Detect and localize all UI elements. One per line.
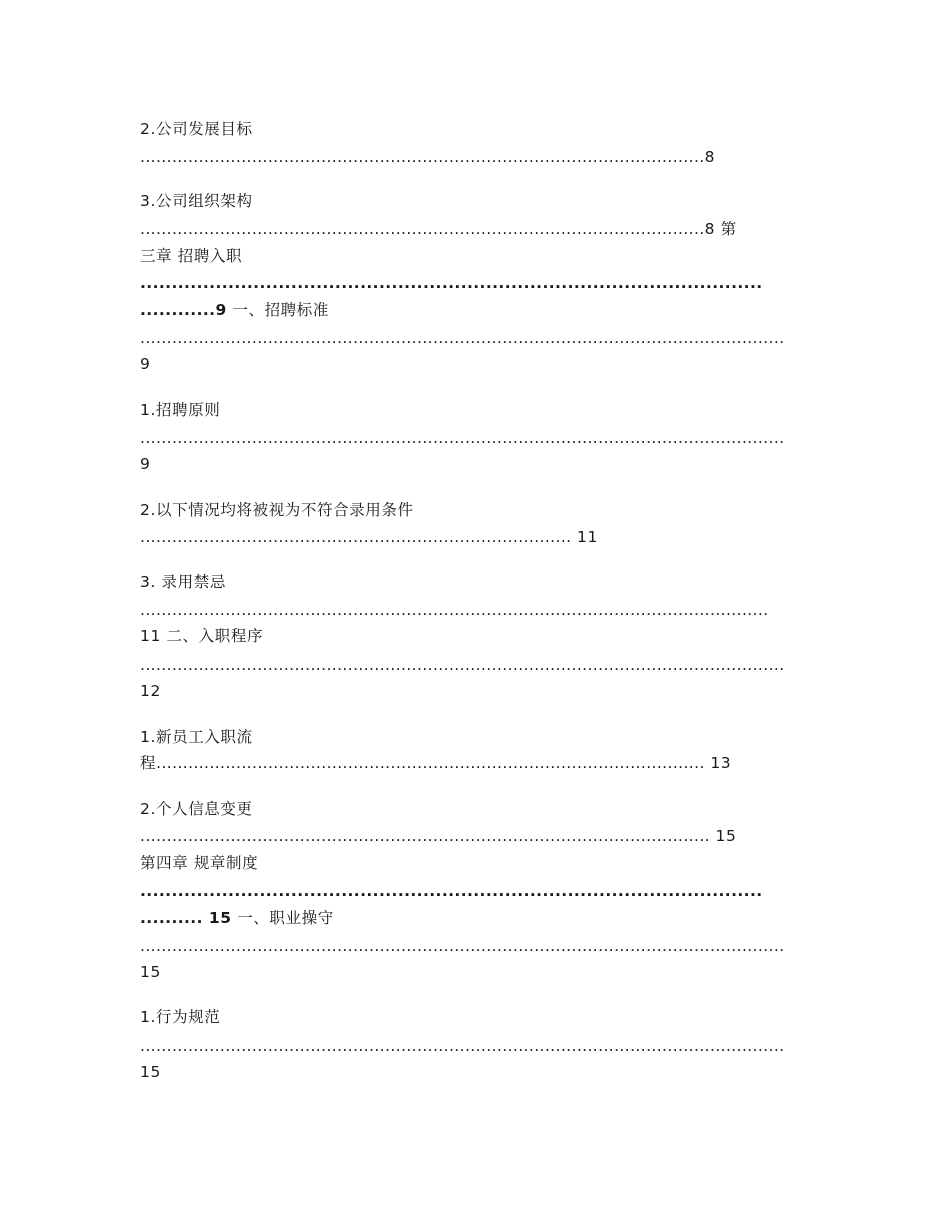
toc-entry-title: 11 二、入职程序 <box>140 627 264 645</box>
toc-leader-line <box>140 881 763 901</box>
toc-entry-title: 1.新员工入职流 <box>140 728 253 746</box>
toc-entry-hiring-taboos <box>140 572 226 592</box>
toc-leader-line <box>140 826 736 846</box>
toc-leader-dots: ......................................................................................................................... <box>140 329 785 347</box>
toc-entry-chapter-3 <box>140 246 242 266</box>
toc-entry-title: 三章 招聘入职 <box>140 247 243 265</box>
toc-leader-dots: ................................................................................................... <box>140 274 763 292</box>
toc-leader-dots: .......................................................................................................... <box>140 220 705 238</box>
toc-entry-company-goals <box>140 119 253 139</box>
toc-entry-title: 2.公司发展目标 <box>140 120 253 138</box>
toc-entry-conduct-norms <box>140 1007 220 1027</box>
toc-leader-dots: ...................................................................................................................... <box>140 601 769 619</box>
toc-page-number-text: 12 <box>140 682 161 700</box>
toc-entry-title: 一、招聘标准 <box>226 301 329 319</box>
toc-leader-dots: ........................................................................................................... <box>140 827 710 845</box>
toc-page-number: 11 <box>577 528 598 546</box>
toc-leader-line <box>140 908 334 928</box>
toc-leader-line <box>140 273 763 293</box>
toc-page-number: 15 <box>208 909 232 927</box>
toc-entry-info-change <box>140 799 253 819</box>
toc-leader-dots: ......................................................................................................................... <box>140 1037 785 1055</box>
toc-page-number: 13 <box>710 754 732 772</box>
toc-leader-dots: ......................................................................................................................... <box>140 429 785 447</box>
toc-leader-line <box>140 428 785 448</box>
toc-page-number: 8 第 <box>704 220 737 238</box>
toc-page-number-text: 9 <box>140 455 151 473</box>
toc-page-number <box>140 681 161 701</box>
toc-entry-onboarding <box>140 626 263 646</box>
toc-entry-title: 2.个人信息变更 <box>140 800 253 818</box>
toc-leader-line <box>140 300 329 320</box>
toc-leader-dots: ............ <box>140 301 216 319</box>
toc-page-number-text: 15 <box>140 1063 161 1081</box>
toc-leader-line <box>140 1036 785 1056</box>
toc-page-number <box>140 962 161 982</box>
toc-page-number-text: 9 <box>140 355 151 373</box>
toc-entry-org-structure <box>140 191 253 211</box>
toc-leader-line <box>140 936 785 956</box>
toc-leader-line <box>140 600 769 620</box>
toc-entry-new-employee-flow <box>140 727 253 747</box>
toc-page-number: 9 <box>215 301 227 319</box>
toc-entry-title: 2.以下情况均将被视为不符合录用条件 <box>140 501 414 519</box>
toc-page-number <box>140 454 150 474</box>
toc-page-number: 8 <box>704 148 716 166</box>
toc-page-number-text: 15 <box>140 963 161 981</box>
toc-leader-dots: .......................................................................................................... <box>140 148 705 166</box>
toc-leader-line <box>140 219 737 239</box>
toc-leader-dots: ......................................................................................................................... <box>140 937 785 955</box>
toc-leader-dots: .......... <box>140 909 203 927</box>
toc-leader-line <box>140 328 785 348</box>
toc-leader-line <box>140 753 731 773</box>
toc-entry-title: 1.行为规范 <box>140 1008 221 1026</box>
toc-leader-line <box>140 147 785 167</box>
toc-entry-title: 1.招聘原则 <box>140 401 221 419</box>
toc-leader-line <box>140 655 785 675</box>
toc-leader-line <box>140 527 598 547</box>
toc-leader-dots: ................................................................................. <box>140 528 572 546</box>
toc-entry-title: 第四章 规章制度 <box>140 854 259 872</box>
toc-entry-not-qualified <box>140 500 414 520</box>
toc-leader-dots: ................................................................................................... <box>140 882 763 900</box>
toc-page-number <box>140 354 150 374</box>
toc-leader-dots: ....................................................................................................... <box>156 754 705 772</box>
toc-page-number: 15 <box>715 827 737 845</box>
toc-leader-dots: ......................................................................................................................... <box>140 656 785 674</box>
toc-entry-title: 一、职业操守 <box>231 909 334 927</box>
toc-entry-recruit-principles <box>140 400 220 420</box>
toc-entry-title: 3.公司组织架构 <box>140 192 253 210</box>
toc-page-number <box>140 1062 161 1082</box>
toc-entry-title: 3. 录用禁忌 <box>140 573 226 591</box>
toc-entry-title-cont: 程 <box>140 754 157 772</box>
toc-entry-chapter-4 <box>140 853 258 873</box>
